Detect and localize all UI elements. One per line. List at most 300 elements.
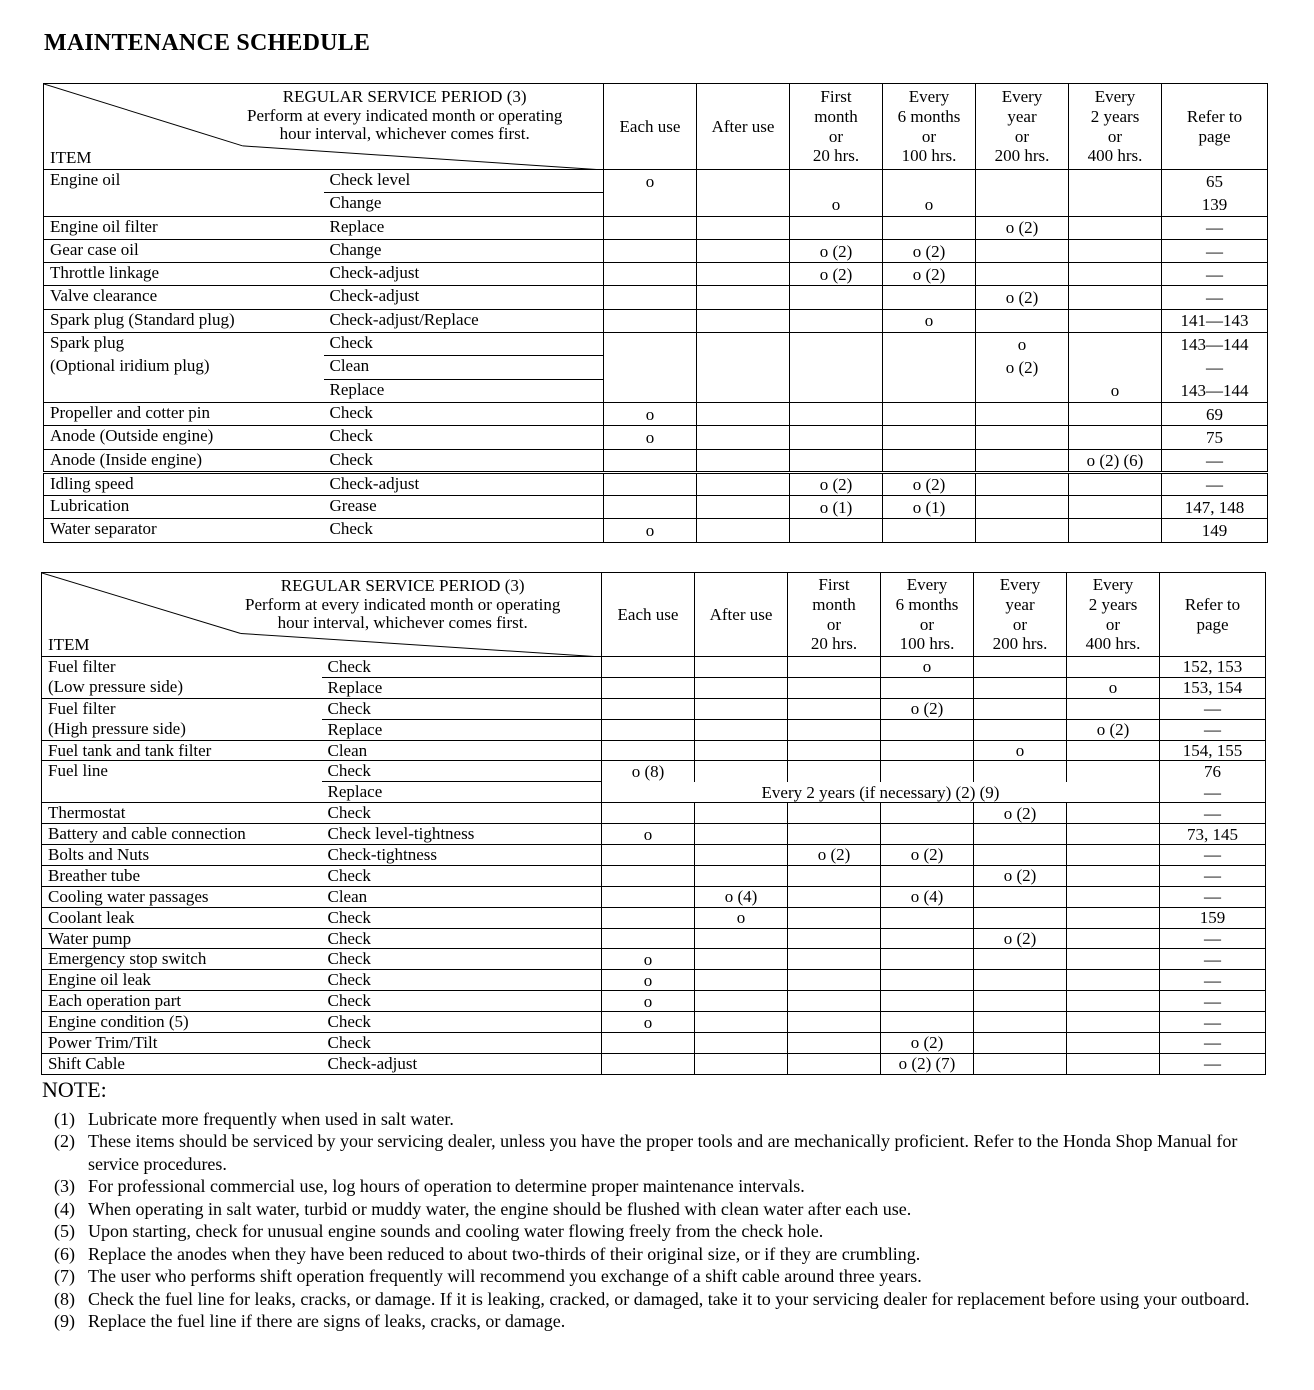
column-header: Refer to page (1162, 84, 1268, 170)
value-cell (974, 1012, 1067, 1033)
value-cell (790, 170, 883, 193)
value-cell (604, 472, 697, 495)
value-cell (790, 216, 883, 239)
value-cell: 152, 153 (1160, 657, 1266, 678)
value-cell (1067, 970, 1160, 991)
value-cell (697, 333, 790, 356)
value-cell: — (1160, 991, 1266, 1012)
value-cell (697, 496, 790, 519)
value-cell (790, 379, 883, 402)
value-cell (881, 928, 974, 949)
operation-cell: Grease (324, 496, 604, 519)
table-row (42, 824, 1266, 845)
value-cell: o (2) (974, 803, 1067, 824)
value-cell: 75 (1162, 426, 1268, 449)
note-item (42, 1243, 1282, 1266)
table-row (44, 449, 1268, 472)
value-cell: — (1162, 472, 1268, 495)
value-cell (695, 1033, 788, 1054)
value-cell: o (2) (881, 698, 974, 719)
value-cell (697, 309, 790, 332)
note-number: (4) (54, 1198, 75, 1219)
period-period-line2: Perform at every indicated month or operating (247, 105, 563, 125)
operation-cell: Check-adjust (324, 263, 604, 286)
value-cell (1067, 886, 1160, 907)
note-text: Lubricate more frequently when used in salt water. (88, 1108, 454, 1129)
value-cell (695, 928, 788, 949)
note-number: (1) (54, 1108, 75, 1129)
operation-cell: Replace (322, 719, 602, 740)
value-cell: — (1160, 803, 1266, 824)
table-row (42, 845, 1266, 866)
operation-cell: Replace (324, 379, 604, 402)
value-cell (788, 824, 881, 845)
item-cell: Bolts and Nuts (42, 845, 322, 866)
table-row (44, 472, 1268, 495)
item-cell: Shift Cable (42, 1053, 322, 1074)
value-cell (976, 402, 1069, 425)
value-cell (604, 379, 697, 402)
value-cell (790, 356, 883, 379)
value-cell (881, 907, 974, 928)
value-cell (604, 193, 697, 216)
value-cell (974, 991, 1067, 1012)
period-period-title: REGULAR SERVICE PERIOD (3) (280, 576, 525, 595)
column-header: First month or 20 hrs. (790, 84, 883, 170)
value-cell (1069, 170, 1162, 193)
column-header: Every 6 months or 100 hrs. (881, 573, 974, 657)
value-cell: 147, 148 (1162, 496, 1268, 519)
item-cell: Spark plug (Standard plug) (44, 309, 324, 332)
value-cell (976, 379, 1069, 402)
value-cell: o (2) (788, 845, 881, 866)
item-cell: Fuel tank and tank filter (42, 740, 322, 761)
value-cell (974, 698, 1067, 719)
value-cell (695, 761, 788, 782)
column-header: Every 2 years or 400 hrs. (1069, 84, 1162, 170)
value-cell (697, 379, 790, 402)
value-cell (976, 263, 1069, 286)
table-row (44, 263, 1268, 286)
table-row (42, 740, 1266, 761)
table-row (44, 239, 1268, 262)
value-cell (604, 286, 697, 309)
operation-cell: Check (322, 657, 602, 678)
value-cell (697, 426, 790, 449)
value-cell (695, 677, 788, 698)
notes-section (42, 1076, 1282, 1333)
table-row (44, 193, 1268, 216)
item-cell (44, 379, 324, 402)
value-cell: o (883, 309, 976, 332)
item-cell: Gear case oil (44, 239, 324, 262)
note-item (42, 1288, 1282, 1311)
value-cell (974, 824, 1067, 845)
item-header: ITEM (50, 148, 92, 167)
value-cell: 149 (1162, 519, 1268, 542)
table-row (42, 886, 1266, 907)
value-cell (602, 1033, 695, 1054)
item-cell: Fuel filter (42, 698, 322, 719)
value-cell (976, 170, 1069, 193)
value-cell (602, 803, 695, 824)
table-row (44, 286, 1268, 309)
value-cell (974, 761, 1067, 782)
value-cell: o (2) (7) (881, 1053, 974, 1074)
value-cell: o (602, 970, 695, 991)
table-row (42, 1033, 1266, 1054)
item-cell: Water separator (44, 519, 324, 542)
value-cell: 139 (1162, 193, 1268, 216)
value-cell (1069, 263, 1162, 286)
item-cell: Valve clearance (44, 286, 324, 309)
operation-cell: Check (324, 519, 604, 542)
value-cell: o (4) (881, 886, 974, 907)
value-cell: — (1160, 886, 1266, 907)
page-title: MAINTENANCE SCHEDULE (44, 30, 371, 56)
item-cell (44, 193, 324, 216)
table-row (42, 657, 1266, 678)
value-cell (695, 991, 788, 1012)
operation-cell: Clean (324, 356, 604, 379)
value-cell: o (2) (790, 239, 883, 262)
value-cell (604, 239, 697, 262)
note-text: The user who performs shift operation frequently will recommend you exchange of a shift cable around three years. (88, 1266, 922, 1286)
item-cell: Idling speed (44, 472, 324, 495)
value-cell: o (8) (602, 761, 695, 782)
value-cell (697, 286, 790, 309)
value-cell (881, 719, 974, 740)
value-cell: — (1160, 865, 1266, 886)
value-cell (788, 803, 881, 824)
operation-cell: Check (322, 991, 602, 1012)
value-cell: o (881, 657, 974, 678)
value-cell: o (2) (881, 845, 974, 866)
table-row (44, 309, 1268, 332)
value-cell (788, 698, 881, 719)
value-cell (695, 845, 788, 866)
value-cell: — (1162, 286, 1268, 309)
value-cell (790, 449, 883, 472)
value-cell (1067, 803, 1160, 824)
value-cell: — (1160, 970, 1266, 991)
table-row (44, 170, 1268, 193)
value-cell: — (1160, 928, 1266, 949)
header-diagonal-cell (44, 84, 604, 170)
table-row (42, 782, 1266, 803)
value-cell (974, 970, 1067, 991)
operation-cell: Check-adjust/Replace (324, 309, 604, 332)
value-cell (697, 449, 790, 472)
value-cell (883, 216, 976, 239)
column-header: Each use (604, 84, 697, 170)
value-cell (1067, 1033, 1160, 1054)
value-cell (604, 333, 697, 356)
value-cell (1067, 865, 1160, 886)
value-cell: o (602, 949, 695, 970)
span-cell: Every 2 years (if necessary) (2) (9) (602, 782, 1160, 803)
value-cell (1069, 333, 1162, 356)
value-cell: o (2) (883, 472, 976, 495)
value-cell (788, 1012, 881, 1033)
table-row (42, 698, 1266, 719)
operation-cell: Check (322, 928, 602, 949)
operation-cell: Check (322, 803, 602, 824)
item-cell: Each operation part (42, 991, 322, 1012)
note-item (42, 1220, 1282, 1243)
value-cell (604, 356, 697, 379)
value-cell: 141—143 (1162, 309, 1268, 332)
value-cell (974, 886, 1067, 907)
column-header: Every year or 200 hrs. (976, 84, 1069, 170)
note-number: (8) (54, 1288, 75, 1309)
value-cell (788, 928, 881, 949)
value-cell (1069, 286, 1162, 309)
notes-heading: NOTE: (42, 1077, 107, 1102)
value-cell (1069, 496, 1162, 519)
value-cell (695, 803, 788, 824)
value-cell: 69 (1162, 402, 1268, 425)
value-cell (881, 803, 974, 824)
period-period-line3: hour interval, whichever comes first. (277, 613, 528, 633)
value-cell (1067, 1053, 1160, 1074)
note-item (42, 1175, 1282, 1198)
value-cell: — (1162, 449, 1268, 472)
value-cell (695, 740, 788, 761)
value-cell (881, 949, 974, 970)
value-cell (695, 1053, 788, 1074)
value-cell (697, 216, 790, 239)
note-item (42, 1265, 1282, 1288)
note-item (42, 1310, 1282, 1333)
table-row (42, 928, 1266, 949)
value-cell: — (1160, 782, 1266, 803)
item-cell: Power Trim/Tilt (42, 1033, 322, 1054)
value-cell (602, 907, 695, 928)
column-header: Each use (602, 573, 695, 657)
value-cell (788, 991, 881, 1012)
operation-cell: Check (322, 907, 602, 928)
value-cell (976, 449, 1069, 472)
operation-cell: Change (324, 193, 604, 216)
value-cell (1067, 1012, 1160, 1033)
value-cell (1067, 761, 1160, 782)
note-text: When operating in salt water, turbid or muddy water, the engine should be flushed with clean water after each use. (88, 1198, 912, 1219)
value-cell: o (1069, 379, 1162, 402)
value-cell: o (1067, 677, 1160, 698)
item-cell: Thermostat (42, 803, 322, 824)
value-cell (1067, 698, 1160, 719)
note-number: (6) (54, 1243, 75, 1264)
column-header: Every 6 months or 100 hrs. (883, 84, 976, 170)
table-row (44, 496, 1268, 519)
value-cell: 159 (1160, 907, 1266, 928)
value-cell (976, 426, 1069, 449)
value-cell (788, 949, 881, 970)
note-item (42, 1198, 1282, 1221)
value-cell (788, 970, 881, 991)
value-cell (883, 333, 976, 356)
table-row (44, 519, 1268, 542)
note-text: For professional commercial use, log hours of operation to determine proper maintenance intervals. (88, 1176, 805, 1196)
value-cell (1067, 907, 1160, 928)
value-cell (695, 865, 788, 886)
value-cell (788, 740, 881, 761)
note-number: (2) (54, 1131, 75, 1151)
value-cell (883, 449, 976, 472)
value-cell: — (1160, 1053, 1266, 1074)
value-cell: o (604, 519, 697, 542)
value-cell (790, 402, 883, 425)
value-cell (881, 1012, 974, 1033)
table-row (42, 1012, 1266, 1033)
value-cell (604, 216, 697, 239)
value-cell: o (602, 1012, 695, 1033)
note-number: (5) (54, 1221, 75, 1241)
value-cell (604, 309, 697, 332)
value-cell (790, 333, 883, 356)
value-cell: o (2) (881, 1033, 974, 1054)
item-cell: Lubrication (44, 496, 324, 519)
table-row (42, 865, 1266, 886)
table-row (42, 970, 1266, 991)
operation-cell: Check-tightness (322, 845, 602, 866)
item-cell: (Optional iridium plug) (44, 356, 324, 379)
operation-cell: Replace (324, 216, 604, 239)
value-cell (881, 970, 974, 991)
note-text: Upon starting, check for unusual engine sounds and cooling water flowing freely from the check hole. (88, 1221, 824, 1241)
item-cell: (Low pressure side) (42, 677, 322, 698)
value-cell: o (2) (1067, 719, 1160, 740)
item-cell: Cooling water passages (42, 886, 322, 907)
value-cell (883, 170, 976, 193)
operation-cell: Clean (322, 740, 602, 761)
value-cell: o (695, 907, 788, 928)
value-cell (1069, 426, 1162, 449)
note-number: (9) (54, 1311, 75, 1331)
value-cell (695, 719, 788, 740)
value-cell (695, 698, 788, 719)
table-row (44, 356, 1268, 379)
note-text: Check the fuel line for leaks, cracks, or damage. If it is leaking, cracked, or damaged, take it to your servicing dealer for replacement before using your outboard. (88, 1288, 1250, 1309)
operation-cell: Check (324, 449, 604, 472)
operation-cell: Check (322, 865, 602, 886)
value-cell (974, 907, 1067, 928)
operation-cell: Replace (322, 782, 602, 803)
value-cell (1067, 740, 1160, 761)
item-cell: Engine condition (5) (42, 1012, 322, 1033)
value-cell: o (790, 193, 883, 216)
value-cell (976, 496, 1069, 519)
value-cell: o (2) (974, 865, 1067, 886)
table-row (44, 333, 1268, 356)
item-cell: Water pump (42, 928, 322, 949)
value-cell (1069, 402, 1162, 425)
value-cell (697, 170, 790, 193)
value-cell (974, 1053, 1067, 1074)
value-cell: — (1160, 1033, 1266, 1054)
maintenance-table-2 (41, 572, 1266, 1075)
value-cell (604, 263, 697, 286)
value-cell (602, 740, 695, 761)
value-cell (1067, 657, 1160, 678)
value-cell: — (1160, 1012, 1266, 1033)
value-cell (788, 886, 881, 907)
value-cell: — (1160, 719, 1266, 740)
value-cell (697, 472, 790, 495)
item-cell (42, 782, 322, 803)
value-cell (790, 286, 883, 309)
value-cell (697, 402, 790, 425)
table-row (44, 402, 1268, 425)
value-cell (974, 949, 1067, 970)
value-cell (1069, 309, 1162, 332)
item-cell: Fuel line (42, 761, 322, 782)
value-cell: — (1162, 356, 1268, 379)
value-cell: — (1160, 698, 1266, 719)
note-number: (3) (54, 1176, 75, 1196)
value-cell (976, 519, 1069, 542)
value-cell: 73, 145 (1160, 824, 1266, 845)
item-cell: Anode (Outside engine) (44, 426, 324, 449)
value-cell: — (1160, 845, 1266, 866)
value-cell (881, 740, 974, 761)
item-cell: Engine oil filter (44, 216, 324, 239)
column-header: Refer to page (1160, 573, 1266, 657)
operation-cell: Check (324, 402, 604, 425)
value-cell (790, 309, 883, 332)
value-cell (1069, 519, 1162, 542)
value-cell: — (1160, 949, 1266, 970)
table-row (42, 949, 1266, 970)
item-cell: Throttle linkage (44, 263, 324, 286)
note-text: Replace the fuel line if there are signs of leaks, cracks, or damage. (88, 1311, 566, 1331)
value-cell: o (974, 740, 1067, 761)
value-cell (788, 907, 881, 928)
value-cell (602, 928, 695, 949)
value-cell (697, 356, 790, 379)
value-cell (1067, 991, 1160, 1012)
value-cell: 153, 154 (1160, 677, 1266, 698)
value-cell (695, 824, 788, 845)
value-cell (883, 379, 976, 402)
item-cell: Fuel filter (42, 657, 322, 678)
value-cell (788, 677, 881, 698)
value-cell (602, 677, 695, 698)
operation-cell: Check (324, 426, 604, 449)
value-cell (974, 657, 1067, 678)
value-cell (604, 496, 697, 519)
value-cell (1069, 472, 1162, 495)
operation-cell: Check-adjust (324, 472, 604, 495)
value-cell: o (2) (976, 356, 1069, 379)
value-cell (976, 472, 1069, 495)
value-cell: — (1162, 239, 1268, 262)
item-cell: Anode (Inside engine) (44, 449, 324, 472)
period-period-line2: Perform at every indicated month or operating (245, 594, 561, 614)
value-cell: — (1162, 216, 1268, 239)
value-cell: o (2) (974, 928, 1067, 949)
table-row (42, 1053, 1266, 1074)
value-cell (881, 824, 974, 845)
value-cell (788, 719, 881, 740)
value-cell (602, 865, 695, 886)
value-cell (788, 1053, 881, 1074)
note-number: (7) (54, 1266, 75, 1286)
item-cell: Breather tube (42, 865, 322, 886)
value-cell (602, 719, 695, 740)
value-cell: o (976, 333, 1069, 356)
